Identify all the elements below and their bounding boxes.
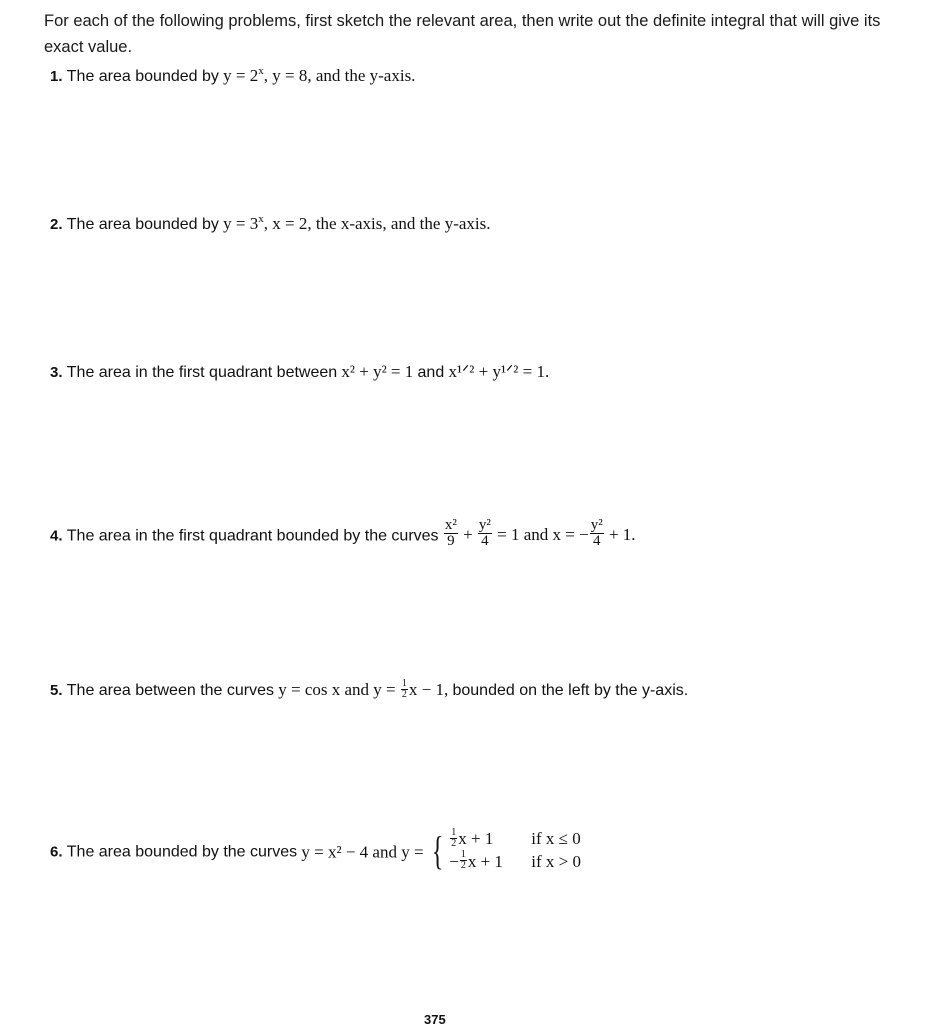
problem-6: [50, 826, 581, 875]
problem-text: The area bounded by: [66, 216, 219, 233]
problem-number: 6.: [50, 843, 63, 861]
problem-3: 3. The area in the first quadrant between x² + y² = 1 and x¹ᐟ² + y¹ᐟ² = 1.: [50, 362, 550, 381]
problem-number: 2.: [50, 216, 63, 233]
problem-text: The area bounded by: [66, 68, 219, 85]
math-expression: $y = 2^x$, y = 8, and the y-axis.: [223, 65, 416, 85]
piecewise-function: [428, 828, 581, 873]
brace-icon: {: [431, 827, 444, 873]
problem-4: [50, 517, 636, 552]
math-expression: $\frac{\text{x²}}{9}$ + $\frac{\text{y²}}{4}$ = 1 and x = − $\frac{\text{y²}}{4}$ + 1.: [444, 517, 636, 549]
problem-number: 1.: [50, 68, 63, 85]
problem-5: 5. The area between the curves y = cos x and y = $\frac{1}{2}$ x − 1, bounded on the left by the y-axis.: [50, 677, 689, 700]
problem-text: The area in the first quadrant between: [66, 364, 338, 381]
problem-number: 5.: [50, 682, 63, 699]
problem-text: The area bounded by the curves: [66, 843, 298, 861]
math-expression: x¹ᐟ² + y¹ᐟ² = 1.: [448, 362, 550, 381]
math-expression: y = cos x and y = $\frac{1}{2}$ x − 1,: [278, 677, 449, 700]
math-expression: y = x² − 4 and y =: [301, 842, 424, 862]
problem-text: The area between the curves: [66, 682, 274, 699]
piece-case-2: − $\frac{1}{2}$ x + 1 if x > 0: [449, 849, 581, 872]
problem-number: 4.: [50, 527, 63, 545]
piece-case-1: $\frac{1}{2}$ x + 1 if x ≤ 0: [451, 826, 581, 849]
problem-1: [50, 66, 415, 87]
page-number: 375: [424, 1012, 446, 1027]
problem-text: The area in the first quadrant bounded by the curves: [66, 527, 439, 545]
problem-number: 3.: [50, 364, 63, 381]
problem-2: [50, 214, 491, 235]
math-expression: x² + y² = 1: [341, 362, 414, 381]
instructions: For each of the following problems, first sketch the relevant area, then write out the definite integral that will give its exact value.: [44, 12, 881, 56]
math-expression: $y = 3^x$, x = 2, the x-axis, and the y-axis.: [223, 213, 491, 233]
